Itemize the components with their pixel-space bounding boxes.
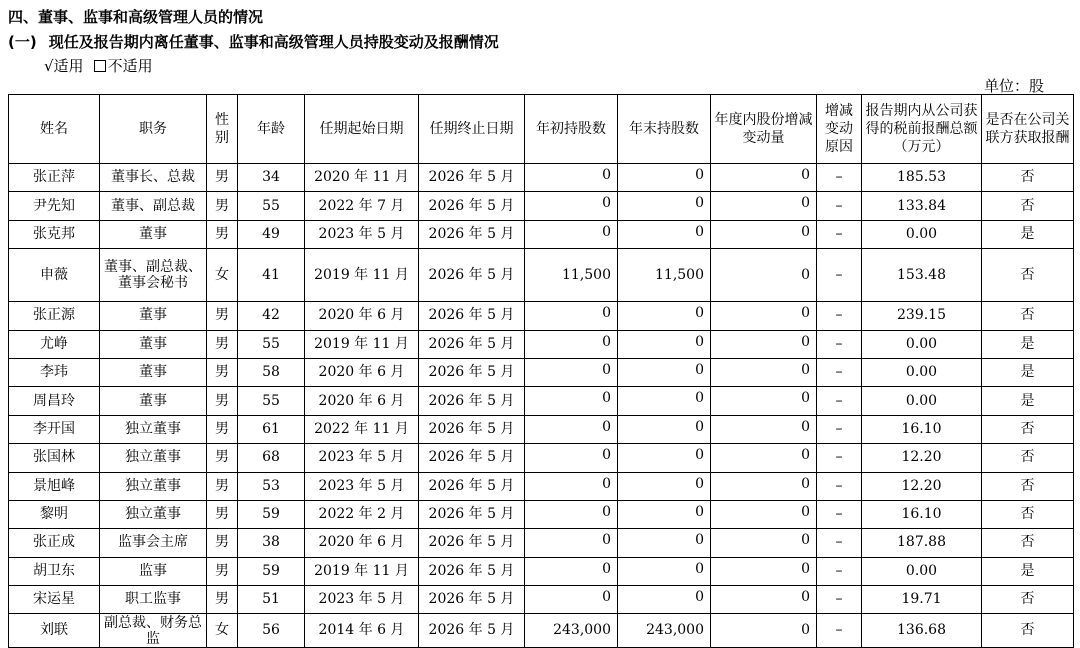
sex-cell: 男 <box>207 529 238 557</box>
change-cell: 0 <box>711 358 817 386</box>
table-row <box>9 472 1074 500</box>
pay-cell: 0.00 <box>862 220 982 248</box>
header-end: 任期终止日期 <box>419 95 525 164</box>
sex-cell: 男 <box>207 500 238 528</box>
end-shares-cell: 0 <box>618 220 711 248</box>
header-name: 姓名 <box>9 95 100 164</box>
name-cell: 张正源 <box>9 302 100 330</box>
change-cell: 0 <box>711 415 817 443</box>
begin-shares-cell: 0 <box>525 415 618 443</box>
pay-cell: 12.20 <box>862 472 982 500</box>
end-shares-cell: 0 <box>618 387 711 415</box>
name-cell: 张国林 <box>9 444 100 472</box>
header-sex: 性别 <box>207 95 238 164</box>
sex-cell: 男 <box>207 192 238 220</box>
header-change: 年度内股份增减变动量 <box>711 95 817 164</box>
table-row <box>9 614 1074 648</box>
pay-cell: 0.00 <box>862 387 982 415</box>
age-cell: 34 <box>238 164 305 192</box>
pay-cell: 0.00 <box>862 330 982 358</box>
reason-cell: – <box>817 330 862 358</box>
end-date-cell: 2026 年 5 月 <box>419 586 525 614</box>
related-cell: 是 <box>982 557 1074 585</box>
change-cell: 0 <box>711 164 817 192</box>
related-cell: 是 <box>982 220 1074 248</box>
reason-cell: – <box>817 387 862 415</box>
checkbox-icon <box>94 60 106 72</box>
reason-cell: – <box>817 220 862 248</box>
related-cell: 否 <box>982 249 1074 302</box>
begin-shares-cell: 0 <box>525 586 618 614</box>
age-cell: 68 <box>238 444 305 472</box>
pay-cell: 136.68 <box>862 614 982 648</box>
table-body <box>9 164 1074 648</box>
pay-cell: 185.53 <box>862 164 982 192</box>
start-date-cell: 2022 年 11 月 <box>305 415 419 443</box>
table-row <box>9 415 1074 443</box>
age-cell: 55 <box>238 387 305 415</box>
change-cell: 0 <box>711 220 817 248</box>
begin-shares-cell: 0 <box>525 557 618 585</box>
reason-cell: – <box>817 444 862 472</box>
name-cell: 景旭峰 <box>9 472 100 500</box>
sex-cell: 男 <box>207 358 238 386</box>
end-date-cell: 2026 年 5 月 <box>419 614 525 648</box>
change-cell: 0 <box>711 614 817 648</box>
role-cell: 董事 <box>100 330 207 358</box>
reason-cell: – <box>817 586 862 614</box>
end-shares-cell: 0 <box>618 586 711 614</box>
sex-cell: 男 <box>207 164 238 192</box>
table-row <box>9 220 1074 248</box>
sex-cell: 男 <box>207 586 238 614</box>
start-date-cell: 2022 年 2 月 <box>305 500 419 528</box>
role-cell: 董事 <box>100 387 207 415</box>
end-shares-cell: 0 <box>618 557 711 585</box>
related-cell: 否 <box>982 164 1074 192</box>
subsection-heading <box>8 31 499 52</box>
role-cell: 监事会主席 <box>100 529 207 557</box>
role-cell: 职工监事 <box>100 586 207 614</box>
role-cell: 董事、副总裁 <box>100 192 207 220</box>
header-begin-shares: 年初持股数 <box>525 95 618 164</box>
start-date-cell: 2019 年 11 月 <box>305 330 419 358</box>
name-cell: 宋运星 <box>9 586 100 614</box>
end-shares-cell: 0 <box>618 192 711 220</box>
start-date-cell: 2023 年 5 月 <box>305 220 419 248</box>
begin-shares-cell: 0 <box>525 164 618 192</box>
unit-label: 单位：股 <box>983 77 1044 95</box>
header-end-shares: 年末持股数 <box>618 95 711 164</box>
end-shares-cell: 0 <box>618 330 711 358</box>
age-cell: 55 <box>238 330 305 358</box>
end-shares-cell: 11,500 <box>618 249 711 302</box>
role-cell: 董事、副总裁、董事会秘书 <box>100 249 207 302</box>
end-date-cell: 2026 年 5 月 <box>419 192 525 220</box>
start-date-cell: 2020 年 11 月 <box>305 164 419 192</box>
table-row <box>9 330 1074 358</box>
related-cell: 否 <box>982 415 1074 443</box>
end-shares-cell: 0 <box>618 472 711 500</box>
name-cell: 黎明 <box>9 500 100 528</box>
change-cell: 0 <box>711 557 817 585</box>
sex-cell: 男 <box>207 387 238 415</box>
end-date-cell: 2026 年 5 月 <box>419 330 525 358</box>
end-shares-cell: 0 <box>618 529 711 557</box>
begin-shares-cell: 0 <box>525 529 618 557</box>
start-date-cell: 2023 年 5 月 <box>305 472 419 500</box>
sex-cell: 男 <box>207 415 238 443</box>
pay-cell: 0.00 <box>862 358 982 386</box>
reason-cell: – <box>817 415 862 443</box>
subsection-title: 现任及报告期内离任董事、监事和高级管理人员持股变动及报酬情况 <box>48 33 499 51</box>
change-cell: 0 <box>711 387 817 415</box>
age-cell: 55 <box>238 192 305 220</box>
role-cell: 独立董事 <box>100 415 207 443</box>
begin-shares-cell: 0 <box>525 302 618 330</box>
begin-shares-cell: 0 <box>525 387 618 415</box>
related-cell: 否 <box>982 614 1074 648</box>
change-cell: 0 <box>711 302 817 330</box>
table-row <box>9 500 1074 528</box>
sex-cell: 男 <box>207 444 238 472</box>
related-cell: 是 <box>982 387 1074 415</box>
begin-shares-cell: 0 <box>525 472 618 500</box>
related-cell: 否 <box>982 302 1074 330</box>
start-date-cell: 2020 年 6 月 <box>305 302 419 330</box>
reason-cell: – <box>817 614 862 648</box>
change-cell: 0 <box>711 586 817 614</box>
begin-shares-cell: 11,500 <box>525 249 618 302</box>
reason-cell: – <box>817 557 862 585</box>
pay-cell: 153.48 <box>862 249 982 302</box>
pay-cell: 16.10 <box>862 415 982 443</box>
start-date-cell: 2019 年 11 月 <box>305 557 419 585</box>
change-cell: 0 <box>711 500 817 528</box>
end-date-cell: 2026 年 5 月 <box>419 220 525 248</box>
related-cell: 否 <box>982 472 1074 500</box>
reason-cell: – <box>817 358 862 386</box>
header-start: 任期起始日期 <box>305 95 419 164</box>
table-row <box>9 164 1074 192</box>
reason-cell: – <box>817 500 862 528</box>
age-cell: 41 <box>238 249 305 302</box>
end-date-cell: 2026 年 5 月 <box>419 444 525 472</box>
role-cell: 监事 <box>100 557 207 585</box>
pay-cell: 12.20 <box>862 444 982 472</box>
end-date-cell: 2026 年 5 月 <box>419 415 525 443</box>
reason-cell: – <box>817 164 862 192</box>
role-cell: 副总裁、财务总监 <box>100 614 207 648</box>
age-cell: 38 <box>238 529 305 557</box>
name-cell: 李开国 <box>9 415 100 443</box>
sex-cell: 女 <box>207 249 238 302</box>
section-title: 四、董事、监事和高级管理人员的情况 <box>8 8 264 26</box>
sex-cell: 男 <box>207 557 238 585</box>
end-shares-cell: 0 <box>618 500 711 528</box>
table-row <box>9 557 1074 585</box>
not-applicable-option: 不适用 <box>107 57 153 75</box>
end-date-cell: 2026 年 5 月 <box>419 249 525 302</box>
related-cell: 否 <box>982 500 1074 528</box>
table-row <box>9 529 1074 557</box>
sex-cell: 男 <box>207 302 238 330</box>
reason-cell: – <box>817 472 862 500</box>
holdings-table <box>8 94 1074 648</box>
sex-cell: 男 <box>207 472 238 500</box>
table-row <box>9 192 1074 220</box>
begin-shares-cell: 0 <box>525 220 618 248</box>
end-shares-cell: 0 <box>618 164 711 192</box>
begin-shares-cell: 0 <box>525 444 618 472</box>
start-date-cell: 2023 年 5 月 <box>305 586 419 614</box>
role-cell: 独立董事 <box>100 472 207 500</box>
start-date-cell: 2014 年 6 月 <box>305 614 419 648</box>
end-shares-cell: 0 <box>618 415 711 443</box>
header-reason: 增减变动原因 <box>817 95 862 164</box>
begin-shares-cell: 0 <box>525 330 618 358</box>
age-cell: 42 <box>238 302 305 330</box>
applicable-option: √适用 <box>44 57 84 75</box>
related-cell: 否 <box>982 529 1074 557</box>
end-date-cell: 2026 年 5 月 <box>419 358 525 386</box>
pay-cell: 239.15 <box>862 302 982 330</box>
related-cell: 是 <box>982 358 1074 386</box>
start-date-cell: 2020 年 6 月 <box>305 529 419 557</box>
begin-shares-cell: 0 <box>525 500 618 528</box>
end-shares-cell: 0 <box>618 444 711 472</box>
header-related: 是否在公司关联方获取报酬 <box>982 95 1074 164</box>
reason-cell: – <box>817 302 862 330</box>
related-cell: 否 <box>982 586 1074 614</box>
start-date-cell: 2019 年 11 月 <box>305 249 419 302</box>
begin-shares-cell: 0 <box>525 358 618 386</box>
start-date-cell: 2023 年 5 月 <box>305 444 419 472</box>
role-cell: 董事长、总裁 <box>100 164 207 192</box>
role-cell: 董事 <box>100 302 207 330</box>
related-cell: 是 <box>982 330 1074 358</box>
age-cell: 49 <box>238 220 305 248</box>
name-cell: 张正萍 <box>9 164 100 192</box>
name-cell: 申薇 <box>9 249 100 302</box>
name-cell: 张正成 <box>9 529 100 557</box>
reason-cell: – <box>817 529 862 557</box>
table-row <box>9 444 1074 472</box>
name-cell: 李玮 <box>9 358 100 386</box>
age-cell: 59 <box>238 557 305 585</box>
subsection-number: (一) <box>8 33 37 51</box>
table-row <box>9 586 1074 614</box>
age-cell: 59 <box>238 500 305 528</box>
pay-cell: 0.00 <box>862 557 982 585</box>
table-row <box>9 302 1074 330</box>
role-cell: 董事 <box>100 220 207 248</box>
pay-cell: 19.71 <box>862 586 982 614</box>
change-cell: 0 <box>711 529 817 557</box>
end-date-cell: 2026 年 5 月 <box>419 529 525 557</box>
change-cell: 0 <box>711 330 817 358</box>
start-date-cell: 2020 年 6 月 <box>305 387 419 415</box>
end-shares-cell: 0 <box>618 358 711 386</box>
role-cell: 董事 <box>100 358 207 386</box>
end-date-cell: 2026 年 5 月 <box>419 387 525 415</box>
end-date-cell: 2026 年 5 月 <box>419 302 525 330</box>
sex-cell: 女 <box>207 614 238 648</box>
name-cell: 刘联 <box>9 614 100 648</box>
start-date-cell: 2022 年 7 月 <box>305 192 419 220</box>
change-cell: 0 <box>711 444 817 472</box>
end-date-cell: 2026 年 5 月 <box>419 557 525 585</box>
sex-cell: 男 <box>207 220 238 248</box>
pay-cell: 187.88 <box>862 529 982 557</box>
age-cell: 51 <box>238 586 305 614</box>
begin-shares-cell: 243,000 <box>525 614 618 648</box>
age-cell: 58 <box>238 358 305 386</box>
pay-cell: 133.84 <box>862 192 982 220</box>
header-role: 职务 <box>100 95 207 164</box>
age-cell: 61 <box>238 415 305 443</box>
sex-cell: 男 <box>207 330 238 358</box>
applicability-options <box>44 55 153 76</box>
related-cell: 否 <box>982 192 1074 220</box>
table-row <box>9 387 1074 415</box>
header-age: 年龄 <box>238 95 305 164</box>
name-cell: 周昌玲 <box>9 387 100 415</box>
name-cell: 尹先知 <box>9 192 100 220</box>
table-header-row <box>9 95 1074 164</box>
change-cell: 0 <box>711 249 817 302</box>
related-cell: 否 <box>982 444 1074 472</box>
table-row <box>9 358 1074 386</box>
role-cell: 独立董事 <box>100 500 207 528</box>
begin-shares-cell: 0 <box>525 192 618 220</box>
name-cell: 胡卫东 <box>9 557 100 585</box>
reason-cell: – <box>817 249 862 302</box>
end-date-cell: 2026 年 5 月 <box>419 500 525 528</box>
age-cell: 53 <box>238 472 305 500</box>
change-cell: 0 <box>711 472 817 500</box>
start-date-cell: 2020 年 6 月 <box>305 358 419 386</box>
role-cell: 独立董事 <box>100 444 207 472</box>
end-date-cell: 2026 年 5 月 <box>419 164 525 192</box>
end-date-cell: 2026 年 5 月 <box>419 472 525 500</box>
end-shares-cell: 0 <box>618 302 711 330</box>
pay-cell: 16.10 <box>862 500 982 528</box>
header-pay: 报告期内从公司获得的税前报酬总额（万元） <box>862 95 982 164</box>
reason-cell: – <box>817 192 862 220</box>
change-cell: 0 <box>711 192 817 220</box>
name-cell: 尤峥 <box>9 330 100 358</box>
end-shares-cell: 243,000 <box>618 614 711 648</box>
age-cell: 56 <box>238 614 305 648</box>
name-cell: 张克邦 <box>9 220 100 248</box>
table-row <box>9 249 1074 302</box>
